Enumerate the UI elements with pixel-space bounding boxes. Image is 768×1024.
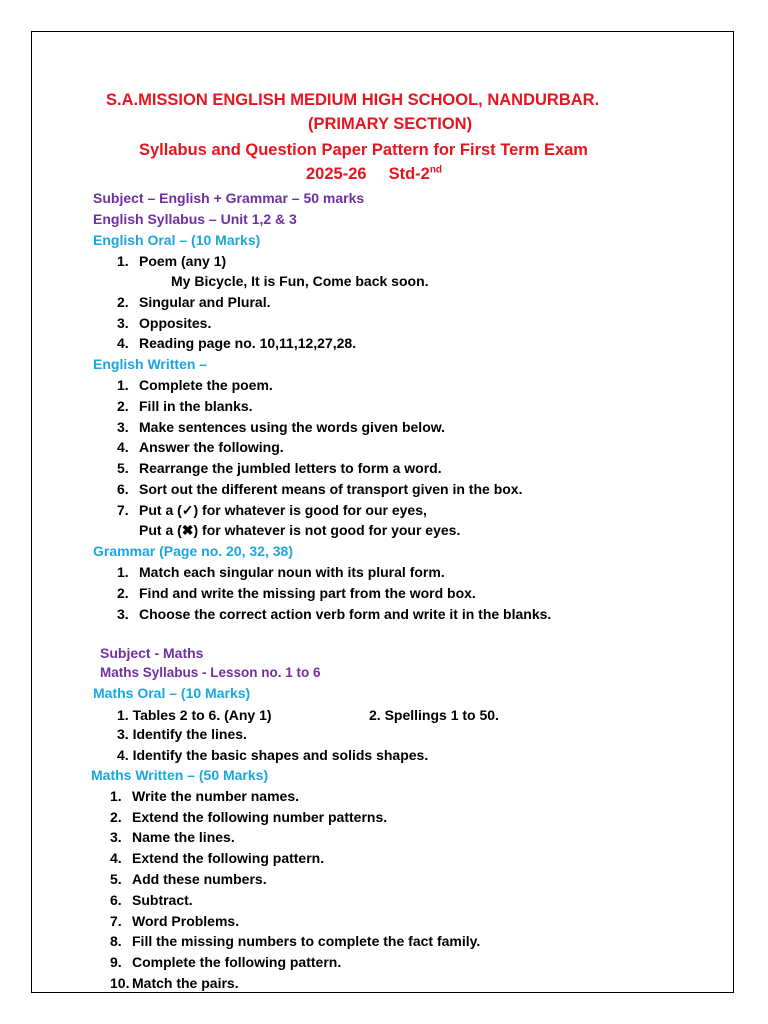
english-written-heading: English Written – [93, 356, 208, 372]
list-item: 7. Put a (✓) for whatever is good for our eyes, [117, 502, 427, 518]
list-item: 10. Match the pairs. [110, 975, 239, 991]
list-item: 7. Word Problems. [110, 913, 240, 929]
std-suffix: nd [429, 164, 443, 176]
year-std [306, 166, 442, 183]
list-item: 5. Rearrange the jumbled letters to form a word. [117, 460, 442, 476]
year: 2025-26 [306, 165, 367, 183]
list-item: 1. Write the number names. [110, 788, 300, 804]
list-item: 4. Identify the basic shapes and solids shapes. [117, 747, 429, 763]
maths-oral-heading: Maths Oral – (10 Marks) [93, 685, 251, 701]
list-item: 1. Complete the poem. [117, 377, 273, 393]
list-item: 3. Name the lines. [110, 829, 235, 845]
english-subject: Subject – English + Grammar – 50 marks [93, 190, 365, 206]
list-item: 1. Match each singular noun with its plural form. [117, 564, 445, 580]
list-item: 3. Identify the lines. [117, 726, 247, 742]
maths-subject: Subject - Maths [100, 645, 204, 661]
list-item: 1. Tables 2 to 6. (Any 1) [117, 707, 272, 723]
list-item-continuation: Put a (✖) for whatever is not good for your eyes. [139, 522, 461, 538]
list-item: 8. Fill the missing numbers to complete the fact family. [110, 933, 481, 949]
list-item: 2. Extend the following number patterns. [110, 809, 388, 825]
document-title: Syllabus and Question Paper Pattern for First Term Exam [139, 141, 588, 159]
list-item: 6. Subtract. [110, 892, 193, 908]
list-item: 9. Complete the following pattern. [110, 954, 342, 970]
std: Std-2 [388, 165, 430, 183]
poem-names: My Bicycle, It is Fun, Come back soon. [171, 273, 429, 289]
list-item: 3. Choose the correct action verb form and write it in the blanks. [117, 606, 552, 622]
list-item: 4. Reading page no. 10,11,12,27,28. [117, 335, 357, 351]
list-item: 3. Opposites. [117, 315, 212, 331]
list-item: 2. Singular and Plural. [117, 294, 271, 310]
list-item: 4. Answer the following. [117, 439, 284, 455]
list-item: 4. Extend the following pattern. [110, 850, 325, 866]
grammar-heading: Grammar (Page no. 20, 32, 38) [93, 543, 293, 559]
list-item: 3. Make sentences using the words given below. [117, 419, 446, 435]
english-syllabus: English Syllabus – Unit 1,2 & 3 [93, 211, 297, 227]
section-name: (PRIMARY SECTION) [308, 115, 473, 133]
school-name: S.A.MISSION ENGLISH MEDIUM HIGH SCHOOL, NANDURBAR. [106, 91, 600, 109]
maths-written-heading: Maths Written – (50 Marks) [91, 767, 269, 783]
maths-syllabus: Maths Syllabus - Lesson no. 1 to 6 [100, 665, 321, 680]
list-item: 5. Add these numbers. [110, 871, 267, 887]
list-item: 2. Fill in the blanks. [117, 398, 253, 414]
list-item: 2. Find and write the missing part from the word box. [117, 585, 476, 601]
list-item: 2. Spellings 1 to 50. [369, 707, 499, 723]
english-oral-heading: English Oral – (10 Marks) [93, 232, 261, 248]
list-item: 1. Poem (any 1) [117, 253, 227, 269]
list-item: 6. Sort out the different means of transport given in the box. [117, 481, 523, 497]
